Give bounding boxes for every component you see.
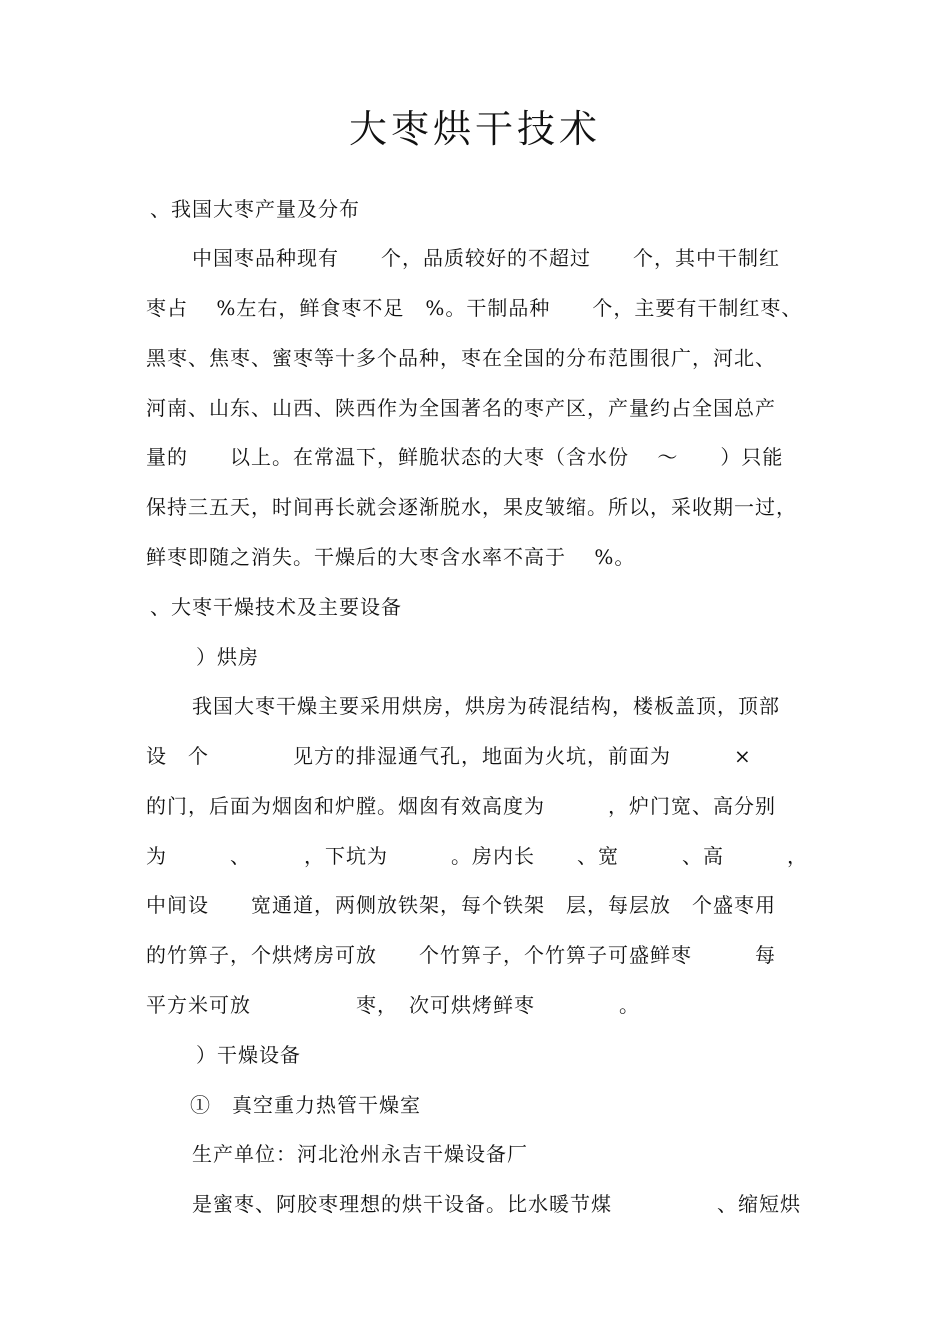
paragraph-line: 量的 以上。在常温下，鲜脆状态的大枣（含水份 ～ ）只能	[146, 445, 784, 469]
paragraph-line: 中国枣品种现有 个，品质较好的不超过 个，其中干制红	[192, 246, 780, 270]
paragraph-line: 河南、山东、山西、陕西作为全国著名的枣产区，产量约占全国总产	[146, 396, 776, 420]
paragraph-line: 是蜜枣、阿胶枣理想的烘干设备。比水暖节煤 、缩短烘	[192, 1192, 801, 1216]
paragraph-line: 中间设 宽通道，两侧放铁架，每个铁架 层，每层放 个盛枣用	[146, 893, 776, 917]
item-heading: ① 真空重力热管干燥室	[190, 1093, 421, 1117]
paragraph-line: 我国大枣干燥主要采用烘房，烘房为砖混结构，楼板盖顶，顶部	[192, 694, 780, 718]
paragraph-line: 设 个 见方的排湿通气孔，地面为火坑，前面为 ×	[146, 744, 752, 768]
section-heading-1: 、我国大枣产量及分布	[150, 197, 360, 221]
paragraph-line: 平方米可放 枣， 次可烘烤鲜枣 。	[146, 993, 640, 1017]
paragraph-line: 的门，后面为烟囱和炉膛。烟囱有效高度为 ，炉门宽、高分别	[146, 794, 776, 818]
section-heading-2: 、大枣干燥技术及主要设备	[150, 595, 402, 619]
paragraph-line: 枣占 %左右，鲜食枣不足 %。干制品种 个，主要有干制红枣、	[146, 296, 803, 320]
subsection-heading-2: ）干燥设备	[196, 1043, 301, 1067]
subsection-heading-1: ）烘房	[196, 645, 259, 669]
producer-line: 生产单位：河北沧州永吉干燥设备厂	[192, 1142, 528, 1166]
paragraph-line: 为 、 ，下坑为 。房内长 、宽 、高 ，	[146, 844, 808, 868]
paragraph-line: 黑枣、焦枣、蜜枣等十多个品种，枣在全国的分布范围很广，河北、	[146, 346, 776, 370]
paragraph-line: 的竹箅子，个烘烤房可放 个竹箅子，个竹箅子可盛鲜枣 每	[146, 943, 776, 967]
document-title: 大枣烘干技术	[348, 107, 601, 151]
paragraph-line: 鲜枣即随之消失。干燥后的大枣含水率不高于 %。	[146, 545, 636, 569]
paragraph-line: 保持三五天，时间再长就会逐渐脱水，果皮皱缩。所以，采收期一过，	[146, 495, 797, 519]
